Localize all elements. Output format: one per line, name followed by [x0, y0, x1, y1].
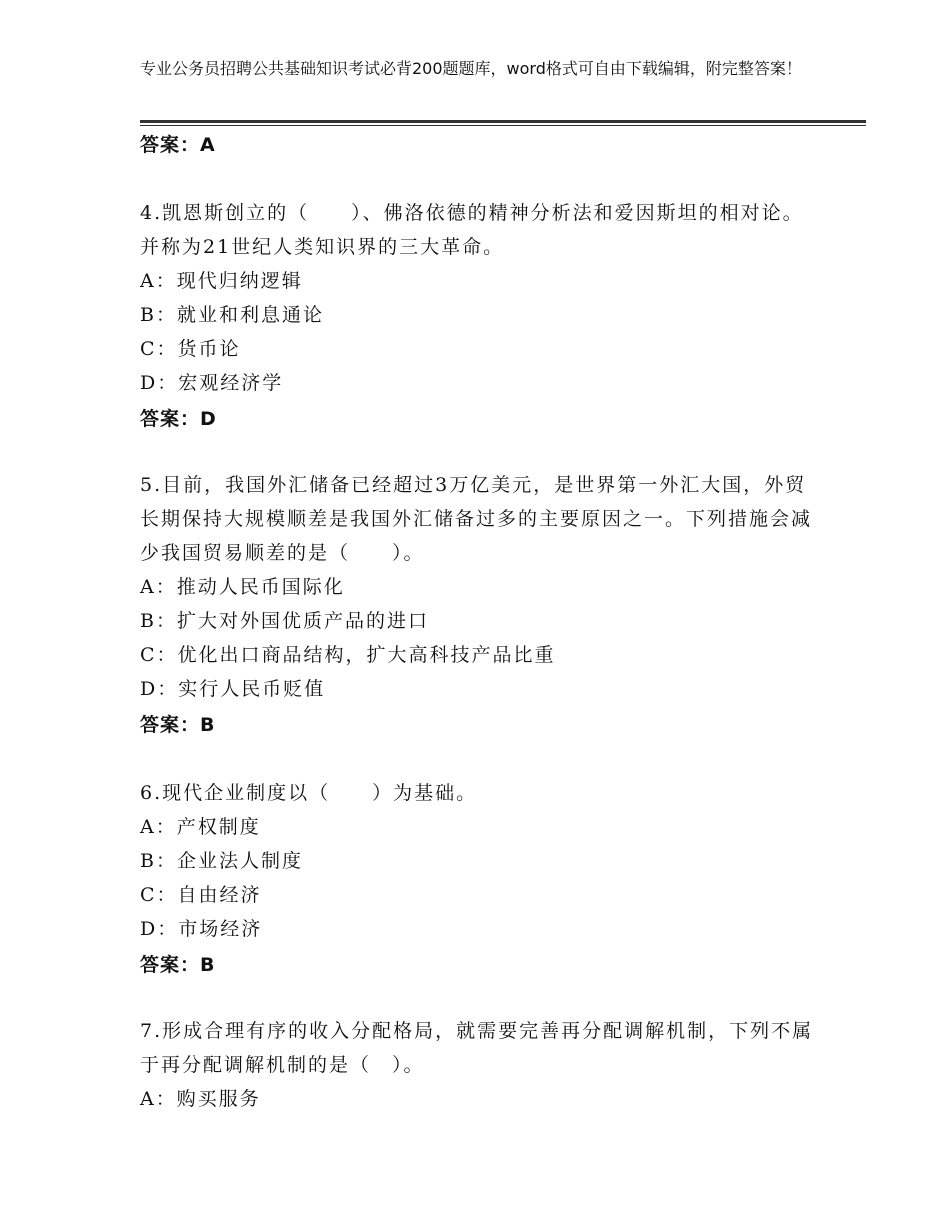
question-6-option-b: B：企业法人制度 — [140, 850, 303, 872]
question-6-option-c: C：自由经济 — [140, 884, 262, 906]
header-rule-thick — [140, 120, 866, 123]
question-6-option-a: A：产权制度 — [140, 816, 261, 838]
document-header: 专业公务员招聘公共基础知识考试必背200题题库，word格式可自由下载编辑，附完整答案！ — [140, 59, 802, 78]
question-5-option-c: C：优化出口商品结构，扩大高科技产品比重 — [140, 644, 556, 666]
question-5-option-a: A：推动人民币国际化 — [140, 576, 345, 598]
question-4-option-b: B：就业和利息通论 — [140, 304, 324, 326]
answer-q5: 答案：B — [140, 714, 216, 736]
question-4-option-a: A：现代归纳逻辑 — [140, 270, 303, 292]
question-7-option-a: A：购买服务 — [140, 1088, 261, 1110]
question-5-text: 5.目前，我国外汇储备已经超过3万亿美元，是世界第一外汇大国，外贸长期保持大规模顺差是我国外汇储备过多的主要原因之一。下列措施会减少我国贸易顺差的是（ ）。 — [140, 474, 813, 564]
question-6-text: 6.现代企业制度以（ ）为基础。 — [140, 782, 478, 804]
question-6-option-d: D：市场经济 — [140, 918, 263, 940]
answer-q4: 答案：D — [140, 408, 217, 430]
answer-q3: 答案：A — [140, 134, 216, 156]
question-4-option-c: C：货币论 — [140, 338, 241, 360]
question-4-option-d: D：宏观经济学 — [140, 372, 284, 394]
question-5-option-d: D：实行人民币贬值 — [140, 678, 326, 700]
answer-q6: 答案：B — [140, 954, 216, 976]
header-rule-thin — [140, 125, 866, 126]
question-5-option-b: B：扩大对外国优质产品的进口 — [140, 610, 429, 632]
question-4-text: 4.凯恩斯创立的（ ）、佛洛依德的精神分析法和爱因斯坦的相对论。并称为21世纪人类知识界的三大革命。 — [140, 202, 804, 258]
question-7-text: 7.形成合理有序的收入分配格局，就需要完善再分配调解机制，下列不属于再分配调解机制的是（ ）。 — [140, 1020, 814, 1076]
